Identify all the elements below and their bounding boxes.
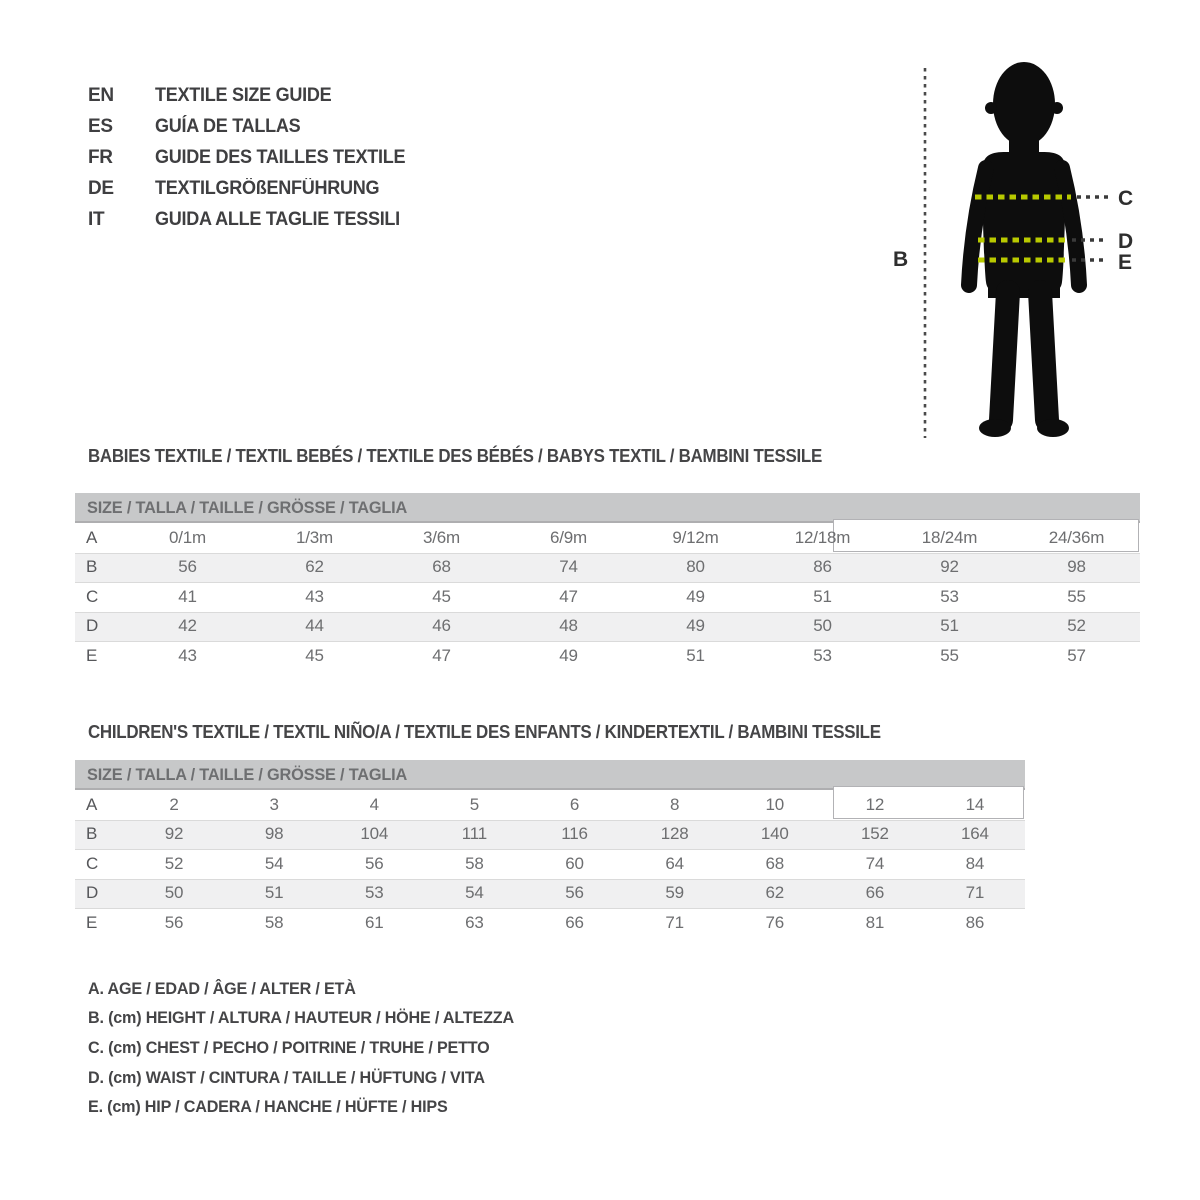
row-label: A — [86, 527, 98, 547]
size-cell: 55 — [1067, 586, 1086, 606]
size-cell: 49 — [559, 645, 578, 665]
table-row — [75, 790, 1025, 820]
language-row — [88, 111, 418, 142]
child-silhouette — [969, 62, 1079, 437]
size-cell: 49 — [686, 616, 705, 636]
size-cell: 164 — [961, 824, 989, 844]
size-cell: 10 — [765, 794, 784, 814]
size-cell: 12/18m — [794, 527, 851, 547]
size-cell: 9/12m — [672, 527, 719, 547]
size-cell: 59 — [665, 883, 684, 903]
size-cell: 58 — [264, 912, 284, 932]
size-cell: 3/6m — [423, 527, 460, 547]
size-cell: 47 — [559, 586, 578, 606]
language-row — [88, 80, 418, 111]
size-cell: 53 — [940, 586, 959, 606]
row-label: B — [86, 557, 98, 577]
table-row — [75, 641, 1140, 671]
measurement-figure — [880, 40, 1200, 450]
language-title: GUIDE DES TAILLES TEXTILE — [155, 146, 406, 168]
size-cell: 58 — [465, 853, 484, 873]
size-cell: 62 — [765, 883, 784, 903]
legend-item: B. (cm) HEIGHT / ALTURA / HAUTEUR / HÖHE / ALTEZZA — [88, 1008, 514, 1028]
babies-table-rows — [75, 523, 1140, 671]
size-cell: 71 — [965, 883, 985, 903]
size-cell: 44 — [305, 616, 324, 636]
language-code: FR — [88, 146, 113, 168]
language-code: DE — [88, 177, 114, 199]
size-cell: 68 — [432, 557, 451, 577]
size-cell: 50 — [813, 616, 832, 636]
table-row — [75, 553, 1140, 583]
size-cell: 43 — [305, 586, 324, 606]
size-cell: 111 — [461, 824, 487, 844]
size-cell: 140 — [760, 824, 789, 844]
size-cell: 55 — [940, 645, 959, 665]
row-label: B — [86, 824, 98, 844]
language-code: EN — [88, 84, 114, 106]
size-cell: 52 — [164, 853, 184, 873]
size-cell: 104 — [360, 824, 389, 844]
size-cell: 56 — [164, 912, 184, 932]
size-cell: 5 — [469, 794, 480, 814]
size-cell: 80 — [686, 557, 705, 577]
table-row — [75, 523, 1140, 553]
size-cell: 12 — [865, 794, 885, 814]
size-cell: 51 — [264, 883, 284, 903]
size-cell: 8 — [669, 794, 680, 814]
size-cell: 54 — [264, 853, 284, 873]
size-cell: 128 — [660, 824, 689, 844]
size-cell: 86 — [965, 912, 985, 932]
size-cell: 62 — [305, 557, 324, 577]
size-header: SIZE / TALLA / TAILLE / GRÖSSE / TAGLIA — [87, 498, 408, 517]
row-label: E — [86, 912, 98, 932]
table-row — [75, 820, 1025, 850]
size-cell: 53 — [813, 645, 832, 665]
language-title: GUIDA ALLE TAGLIE TESSILI — [155, 208, 400, 230]
size-cell: 57 — [1067, 645, 1086, 665]
size-cell: 64 — [665, 853, 684, 873]
row-label: E — [86, 645, 98, 665]
size-cell: 43 — [178, 645, 197, 665]
language-title: TEXTILGRÖßENFÜHRUNG — [155, 177, 380, 199]
legend-item: E. (cm) HIP / CADERA / HANCHE / HÜFTE / HIPS — [88, 1097, 448, 1117]
size-cell: 98 — [264, 824, 284, 844]
height-label: B — [893, 248, 909, 271]
children-section-title: CHILDREN'S TEXTILE / TEXTIL NIÑO/A / TEXTILE DES ENFANTS / KINDERTEXTIL / BAMBINI TESSILE — [88, 722, 881, 742]
size-cell: 3 — [269, 794, 279, 814]
legend-item: A. AGE / EDAD / ÂGE / ALTER / ETÀ — [88, 978, 356, 998]
size-cell: 116 — [561, 824, 588, 844]
size-cell: 81 — [865, 912, 885, 932]
size-cell: 51 — [686, 645, 705, 665]
language-list — [88, 80, 418, 235]
size-cell: 63 — [465, 912, 484, 932]
size-cell: 92 — [164, 824, 184, 844]
size-cell: 68 — [765, 853, 784, 873]
size-cell: 0/1m — [169, 527, 206, 547]
size-cell: 49 — [686, 586, 705, 606]
table-row — [75, 849, 1025, 879]
size-cell: 14 — [965, 794, 985, 814]
size-cell: 1/3m — [296, 527, 333, 547]
size-cell: 74 — [865, 853, 885, 873]
child-silhouette-figure — [880, 40, 1200, 450]
size-cell: 48 — [559, 616, 578, 636]
babies-size-table — [75, 493, 1140, 671]
language-row — [88, 204, 418, 235]
size-cell: 86 — [813, 557, 832, 577]
legend-item: D. (cm) WAIST / CINTURA / TAILLE / HÜFTUNG / VITA — [88, 1067, 485, 1087]
language-title: TEXTILE SIZE GUIDE — [155, 84, 332, 106]
size-cell: 45 — [432, 586, 451, 606]
size-cell: 76 — [765, 912, 784, 932]
size-cell: 66 — [865, 883, 885, 903]
legend-item: C. (cm) CHEST / PECHO / POITRINE / TRUHE / PETTO — [88, 1037, 490, 1057]
language-code: IT — [88, 208, 105, 230]
table-row — [75, 612, 1140, 642]
size-cell: 61 — [365, 912, 384, 932]
table-row — [75, 879, 1025, 909]
size-cell: 4 — [369, 794, 379, 814]
size-cell: 52 — [1067, 616, 1086, 636]
measurement-legend — [88, 974, 536, 1122]
size-cell: 56 — [365, 853, 384, 873]
size-cell: 98 — [1067, 557, 1086, 577]
size-header: SIZE / TALLA / TAILLE / GRÖSSE / TAGLIA — [87, 765, 408, 784]
row-label: C — [86, 586, 99, 606]
size-cell: 51 — [813, 586, 832, 606]
row-label: D — [86, 883, 99, 903]
size-cell: 41 — [178, 586, 197, 606]
size-cell: 47 — [432, 645, 451, 665]
size-cell: 45 — [305, 645, 324, 665]
size-cell: 46 — [432, 616, 451, 636]
size-cell: 54 — [465, 883, 484, 903]
size-cell: 42 — [178, 616, 197, 636]
row-label: A — [86, 794, 98, 814]
size-cell: 18/24m — [921, 527, 978, 547]
size-cell: 56 — [178, 557, 197, 577]
table-row — [75, 582, 1140, 612]
size-cell: 6/9m — [550, 527, 587, 547]
language-title: GUÍA DE TALLAS — [155, 115, 301, 137]
size-cell: 24/36m — [1048, 527, 1105, 547]
row-label: C — [86, 853, 99, 873]
row-label: D — [86, 616, 99, 636]
children-size-table — [75, 760, 1025, 938]
size-cell: 51 — [940, 616, 959, 636]
language-code: ES — [88, 115, 113, 137]
size-cell: 66 — [565, 912, 584, 932]
size-cell: 152 — [860, 824, 889, 844]
table-row — [75, 908, 1025, 938]
size-cell: 53 — [365, 883, 384, 903]
size-cell: 71 — [665, 912, 684, 932]
language-row — [88, 142, 418, 173]
size-cell: 6 — [569, 794, 580, 814]
language-row — [88, 173, 418, 204]
size-cell: 56 — [565, 883, 584, 903]
size-cell: 60 — [565, 853, 584, 873]
babies-section-title: BABIES TEXTILE / TEXTIL BEBÉS / TEXTILE DES BÉBÉS / BABYS TEXTIL / BAMBINI TESSILE — [88, 446, 822, 466]
size-cell: 84 — [965, 853, 985, 873]
size-cell: 50 — [164, 883, 184, 903]
children-table-rows — [75, 790, 1025, 938]
chest-label: C — [1118, 187, 1134, 210]
size-cell: 2 — [169, 794, 179, 814]
size-cell: 74 — [559, 557, 578, 577]
waist-label: D — [1118, 230, 1134, 253]
hip-label: E — [1118, 251, 1133, 274]
size-cell: 92 — [940, 557, 959, 577]
